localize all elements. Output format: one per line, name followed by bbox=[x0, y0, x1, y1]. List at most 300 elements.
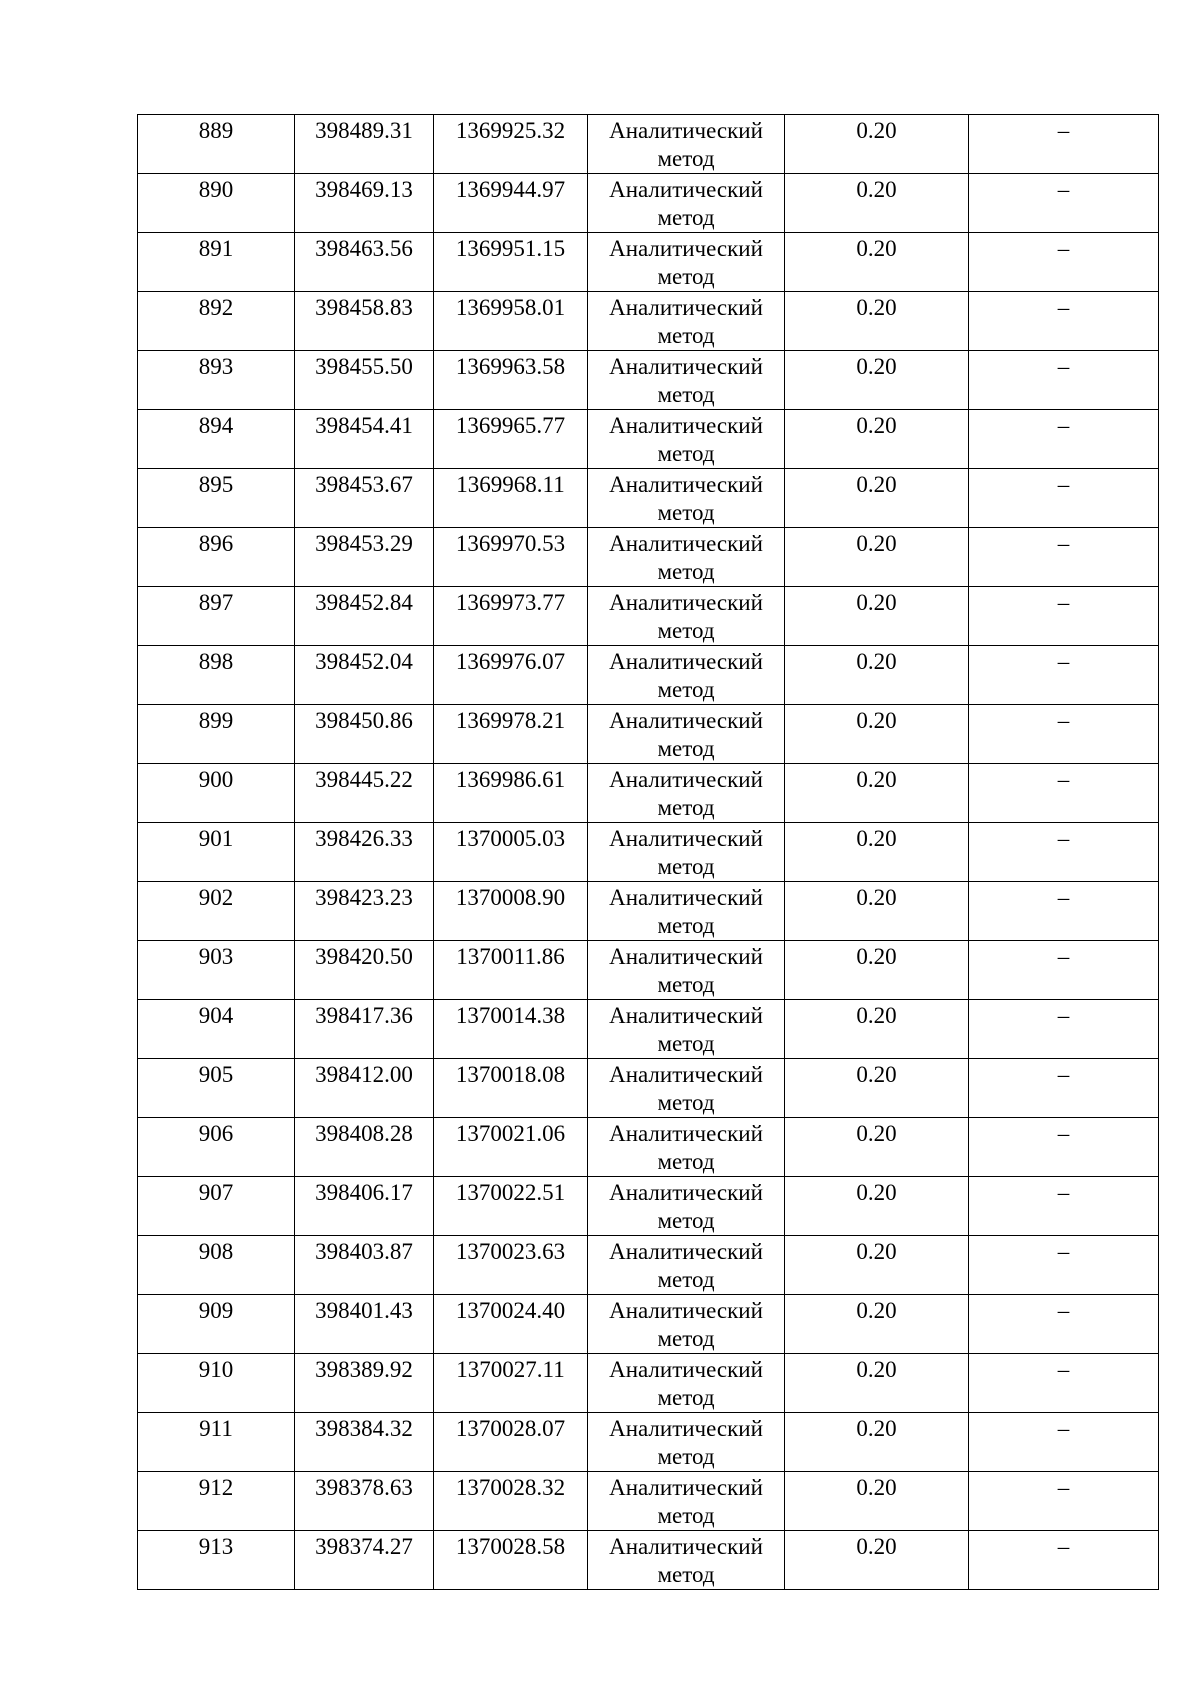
method-cell bbox=[588, 1354, 785, 1413]
method-cell bbox=[588, 764, 785, 823]
point-number-cell-text: 908 bbox=[198, 1239, 234, 1264]
x-coordinate-cell bbox=[295, 351, 434, 410]
method-cell-text: Аналитический метод bbox=[609, 1357, 763, 1410]
y-coordinate-cell bbox=[434, 705, 588, 764]
note-cell-text: – bbox=[1057, 590, 1070, 615]
table-row bbox=[138, 1472, 1159, 1531]
accuracy-cell bbox=[785, 1000, 969, 1059]
point-number-cell-text: 892 bbox=[198, 295, 234, 320]
accuracy-cell-text: 0.20 bbox=[856, 177, 897, 202]
accuracy-cell-text: 0.20 bbox=[856, 236, 897, 261]
method-cell-text: Аналитический метод bbox=[609, 944, 763, 997]
accuracy-cell-text: 0.20 bbox=[856, 1180, 897, 1205]
x-coordinate-cell-text: 398445.22 bbox=[315, 767, 413, 792]
point-number-cell-text: 890 bbox=[198, 177, 234, 202]
method-cell bbox=[588, 1413, 785, 1472]
note-cell bbox=[969, 941, 1159, 1000]
x-coordinate-cell bbox=[295, 646, 434, 705]
accuracy-cell bbox=[785, 1059, 969, 1118]
note-cell-text: – bbox=[1057, 1239, 1070, 1264]
method-cell bbox=[588, 528, 785, 587]
accuracy-cell-text: 0.20 bbox=[856, 1298, 897, 1323]
point-number-cell bbox=[138, 351, 295, 410]
note-cell-text: – bbox=[1057, 1062, 1070, 1087]
method-cell bbox=[588, 705, 785, 764]
point-number-cell bbox=[138, 1472, 295, 1531]
point-number-cell bbox=[138, 823, 295, 882]
y-coordinate-cell bbox=[434, 1177, 588, 1236]
accuracy-cell bbox=[785, 1177, 969, 1236]
accuracy-cell bbox=[785, 528, 969, 587]
accuracy-cell-text: 0.20 bbox=[856, 118, 897, 143]
accuracy-cell bbox=[785, 1354, 969, 1413]
table-row bbox=[138, 351, 1159, 410]
accuracy-cell bbox=[785, 941, 969, 1000]
point-number-cell bbox=[138, 1295, 295, 1354]
point-number-cell-text: 907 bbox=[198, 1180, 234, 1205]
x-coordinate-cell bbox=[295, 469, 434, 528]
method-cell bbox=[588, 233, 785, 292]
point-number-cell-text: 889 bbox=[198, 118, 234, 143]
accuracy-cell bbox=[785, 1472, 969, 1531]
note-cell-text: – bbox=[1057, 236, 1070, 261]
point-number-cell-text: 893 bbox=[198, 354, 234, 379]
x-coordinate-cell-text: 398458.83 bbox=[315, 295, 413, 320]
point-number-cell-text: 902 bbox=[198, 885, 234, 910]
x-coordinate-cell bbox=[295, 410, 434, 469]
accuracy-cell bbox=[785, 882, 969, 941]
method-cell bbox=[588, 469, 785, 528]
y-coordinate-cell-text: 1369944.97 bbox=[455, 177, 566, 202]
accuracy-cell bbox=[785, 292, 969, 351]
method-cell bbox=[588, 351, 785, 410]
accuracy-cell-text: 0.20 bbox=[856, 1003, 897, 1028]
x-coordinate-cell-text: 398453.67 bbox=[315, 472, 413, 497]
point-number-cell bbox=[138, 1236, 295, 1295]
point-number-cell bbox=[138, 233, 295, 292]
table-row bbox=[138, 882, 1159, 941]
y-coordinate-cell-text: 1370008.90 bbox=[455, 885, 566, 910]
x-coordinate-cell bbox=[295, 292, 434, 351]
note-cell-text: – bbox=[1057, 295, 1070, 320]
point-number-cell bbox=[138, 469, 295, 528]
point-number-cell-text: 904 bbox=[198, 1003, 234, 1028]
method-cell bbox=[588, 174, 785, 233]
method-cell-text: Аналитический метод bbox=[609, 708, 763, 761]
method-cell-text: Аналитический метод bbox=[609, 295, 763, 348]
note-cell-text: – bbox=[1057, 472, 1070, 497]
x-coordinate-cell-text: 398406.17 bbox=[315, 1180, 413, 1205]
method-cell-text: Аналитический метод bbox=[609, 472, 763, 525]
y-coordinate-cell bbox=[434, 1118, 588, 1177]
method-cell-text: Аналитический метод bbox=[609, 1239, 763, 1292]
note-cell bbox=[969, 1354, 1159, 1413]
accuracy-cell bbox=[785, 823, 969, 882]
note-cell bbox=[969, 174, 1159, 233]
x-coordinate-cell bbox=[295, 1295, 434, 1354]
x-coordinate-cell-text: 398389.92 bbox=[315, 1357, 413, 1382]
x-coordinate-cell-text: 398426.33 bbox=[315, 826, 413, 851]
point-number-cell bbox=[138, 705, 295, 764]
x-coordinate-cell bbox=[295, 174, 434, 233]
accuracy-cell bbox=[785, 469, 969, 528]
note-cell-text: – bbox=[1057, 1475, 1070, 1500]
point-number-cell bbox=[138, 115, 295, 174]
x-coordinate-cell-text: 398408.28 bbox=[315, 1121, 413, 1146]
y-coordinate-cell-text: 1370023.63 bbox=[455, 1239, 566, 1264]
point-number-cell-text: 905 bbox=[198, 1062, 234, 1087]
method-cell-text: Аналитический метод bbox=[609, 1180, 763, 1233]
method-cell-text: Аналитический метод bbox=[609, 413, 763, 466]
x-coordinate-cell bbox=[295, 1236, 434, 1295]
note-cell-text: – bbox=[1057, 1003, 1070, 1028]
point-number-cell bbox=[138, 1531, 295, 1590]
note-cell bbox=[969, 1059, 1159, 1118]
note-cell-text: – bbox=[1057, 649, 1070, 674]
point-number-cell-text: 898 bbox=[198, 649, 234, 674]
note-cell bbox=[969, 1295, 1159, 1354]
method-cell-text: Аналитический метод bbox=[609, 354, 763, 407]
x-coordinate-cell bbox=[295, 705, 434, 764]
point-number-cell bbox=[138, 1000, 295, 1059]
accuracy-cell bbox=[785, 587, 969, 646]
y-coordinate-cell-text: 1370028.32 bbox=[455, 1475, 566, 1500]
point-number-cell bbox=[138, 292, 295, 351]
note-cell-text: – bbox=[1057, 413, 1070, 438]
y-coordinate-cell-text: 1369968.11 bbox=[456, 472, 565, 497]
note-cell bbox=[969, 233, 1159, 292]
note-cell bbox=[969, 1236, 1159, 1295]
point-number-cell-text: 909 bbox=[198, 1298, 234, 1323]
y-coordinate-cell bbox=[434, 1354, 588, 1413]
point-number-cell bbox=[138, 1118, 295, 1177]
x-coordinate-cell-text: 398401.43 bbox=[315, 1298, 413, 1323]
point-number-cell-text: 900 bbox=[198, 767, 234, 792]
y-coordinate-cell-text: 1369951.15 bbox=[455, 236, 566, 261]
note-cell bbox=[969, 1118, 1159, 1177]
note-cell bbox=[969, 528, 1159, 587]
point-number-cell-text: 912 bbox=[198, 1475, 234, 1500]
accuracy-cell bbox=[785, 705, 969, 764]
method-cell-text: Аналитический метод bbox=[609, 236, 763, 289]
y-coordinate-cell bbox=[434, 351, 588, 410]
x-coordinate-cell bbox=[295, 233, 434, 292]
accuracy-cell bbox=[785, 1118, 969, 1177]
y-coordinate-cell-text: 1370024.40 bbox=[455, 1298, 566, 1323]
method-cell-text: Аналитический метод bbox=[609, 826, 763, 879]
y-coordinate-cell-text: 1370028.07 bbox=[455, 1416, 566, 1441]
point-number-cell-text: 913 bbox=[198, 1534, 234, 1559]
method-cell-text: Аналитический метод bbox=[609, 590, 763, 643]
accuracy-cell-text: 0.20 bbox=[856, 413, 897, 438]
y-coordinate-cell-text: 1369976.07 bbox=[455, 649, 566, 674]
note-cell-text: – bbox=[1057, 1121, 1070, 1146]
x-coordinate-cell-text: 398469.13 bbox=[315, 177, 413, 202]
method-cell bbox=[588, 941, 785, 1000]
y-coordinate-cell bbox=[434, 292, 588, 351]
point-number-cell bbox=[138, 941, 295, 1000]
accuracy-cell-text: 0.20 bbox=[856, 531, 897, 556]
table-row bbox=[138, 1531, 1159, 1590]
point-number-cell bbox=[138, 528, 295, 587]
method-cell bbox=[588, 1059, 785, 1118]
point-number-cell bbox=[138, 646, 295, 705]
point-number-cell-text: 895 bbox=[198, 472, 234, 497]
y-coordinate-cell bbox=[434, 1531, 588, 1590]
y-coordinate-cell bbox=[434, 1472, 588, 1531]
method-cell bbox=[588, 292, 785, 351]
method-cell bbox=[588, 587, 785, 646]
point-number-cell bbox=[138, 882, 295, 941]
method-cell-text: Аналитический метод bbox=[609, 177, 763, 230]
y-coordinate-cell-text: 1370018.08 bbox=[455, 1062, 566, 1087]
y-coordinate-cell-text: 1370027.11 bbox=[456, 1357, 565, 1382]
x-coordinate-cell bbox=[295, 1177, 434, 1236]
accuracy-cell-text: 0.20 bbox=[856, 1239, 897, 1264]
method-cell bbox=[588, 646, 785, 705]
x-coordinate-cell-text: 398454.41 bbox=[315, 413, 413, 438]
x-coordinate-cell bbox=[295, 1413, 434, 1472]
note-cell bbox=[969, 1531, 1159, 1590]
y-coordinate-cell-text: 1370028.58 bbox=[455, 1534, 566, 1559]
y-coordinate-cell-text: 1370022.51 bbox=[455, 1180, 566, 1205]
accuracy-cell bbox=[785, 1413, 969, 1472]
x-coordinate-cell-text: 398403.87 bbox=[315, 1239, 413, 1264]
table-row bbox=[138, 1177, 1159, 1236]
x-coordinate-cell bbox=[295, 764, 434, 823]
note-cell-text: – bbox=[1057, 885, 1070, 910]
method-cell bbox=[588, 1177, 785, 1236]
method-cell-text: Аналитический метод bbox=[609, 1121, 763, 1174]
y-coordinate-cell bbox=[434, 1059, 588, 1118]
point-number-cell bbox=[138, 410, 295, 469]
x-coordinate-cell-text: 398489.31 bbox=[315, 118, 413, 143]
note-cell bbox=[969, 1472, 1159, 1531]
method-cell-text: Аналитический метод bbox=[609, 1475, 763, 1528]
accuracy-cell bbox=[785, 764, 969, 823]
y-coordinate-cell bbox=[434, 410, 588, 469]
x-coordinate-cell bbox=[295, 115, 434, 174]
note-cell-text: – bbox=[1057, 767, 1070, 792]
y-coordinate-cell bbox=[434, 882, 588, 941]
accuracy-cell bbox=[785, 115, 969, 174]
y-coordinate-cell-text: 1369925.32 bbox=[455, 118, 566, 143]
table-row bbox=[138, 941, 1159, 1000]
method-cell-text: Аналитический метод bbox=[609, 118, 763, 171]
y-coordinate-cell bbox=[434, 646, 588, 705]
accuracy-cell-text: 0.20 bbox=[856, 767, 897, 792]
x-coordinate-cell-text: 398412.00 bbox=[315, 1062, 413, 1087]
y-coordinate-cell bbox=[434, 174, 588, 233]
table-row bbox=[138, 1413, 1159, 1472]
accuracy-cell-text: 0.20 bbox=[856, 590, 897, 615]
point-number-cell bbox=[138, 587, 295, 646]
note-cell-text: – bbox=[1057, 708, 1070, 733]
x-coordinate-cell-text: 398374.27 bbox=[315, 1534, 413, 1559]
coordinates-table-body bbox=[138, 115, 1159, 1590]
note-cell-text: – bbox=[1057, 531, 1070, 556]
method-cell-text: Аналитический метод bbox=[609, 1416, 763, 1469]
table-row bbox=[138, 1236, 1159, 1295]
method-cell-text: Аналитический метод bbox=[609, 1062, 763, 1115]
note-cell bbox=[969, 882, 1159, 941]
point-number-cell-text: 896 bbox=[198, 531, 234, 556]
x-coordinate-cell-text: 398463.56 bbox=[315, 236, 413, 261]
point-number-cell-text: 911 bbox=[199, 1416, 233, 1441]
accuracy-cell-text: 0.20 bbox=[856, 1062, 897, 1087]
accuracy-cell-text: 0.20 bbox=[856, 1534, 897, 1559]
y-coordinate-cell-text: 1370011.86 bbox=[456, 944, 565, 969]
table-row bbox=[138, 705, 1159, 764]
method-cell bbox=[588, 882, 785, 941]
note-cell bbox=[969, 823, 1159, 882]
accuracy-cell-text: 0.20 bbox=[856, 472, 897, 497]
accuracy-cell-text: 0.20 bbox=[856, 295, 897, 320]
table-row bbox=[138, 528, 1159, 587]
accuracy-cell bbox=[785, 1236, 969, 1295]
y-coordinate-cell bbox=[434, 233, 588, 292]
table-row bbox=[138, 1118, 1159, 1177]
x-coordinate-cell-text: 398450.86 bbox=[315, 708, 413, 733]
note-cell-text: – bbox=[1057, 1416, 1070, 1441]
note-cell bbox=[969, 351, 1159, 410]
y-coordinate-cell-text: 1370021.06 bbox=[455, 1121, 566, 1146]
accuracy-cell-text: 0.20 bbox=[856, 708, 897, 733]
point-number-cell-text: 891 bbox=[198, 236, 234, 261]
y-coordinate-cell bbox=[434, 1295, 588, 1354]
accuracy-cell bbox=[785, 1295, 969, 1354]
accuracy-cell bbox=[785, 233, 969, 292]
note-cell-text: – bbox=[1057, 1534, 1070, 1559]
method-cell-text: Аналитический метод bbox=[609, 531, 763, 584]
accuracy-cell-text: 0.20 bbox=[856, 354, 897, 379]
table-row bbox=[138, 823, 1159, 882]
method-cell bbox=[588, 1118, 785, 1177]
note-cell bbox=[969, 115, 1159, 174]
accuracy-cell bbox=[785, 1531, 969, 1590]
method-cell bbox=[588, 1295, 785, 1354]
note-cell bbox=[969, 1000, 1159, 1059]
table-row bbox=[138, 646, 1159, 705]
method-cell bbox=[588, 410, 785, 469]
note-cell-text: – bbox=[1057, 1298, 1070, 1323]
table-row bbox=[138, 764, 1159, 823]
table-row bbox=[138, 115, 1159, 174]
accuracy-cell-text: 0.20 bbox=[856, 1475, 897, 1500]
y-coordinate-cell-text: 1370014.38 bbox=[455, 1003, 566, 1028]
table-row bbox=[138, 587, 1159, 646]
accuracy-cell bbox=[785, 646, 969, 705]
y-coordinate-cell-text: 1369970.53 bbox=[455, 531, 566, 556]
y-coordinate-cell bbox=[434, 528, 588, 587]
method-cell bbox=[588, 115, 785, 174]
accuracy-cell-text: 0.20 bbox=[856, 826, 897, 851]
note-cell bbox=[969, 1413, 1159, 1472]
note-cell bbox=[969, 705, 1159, 764]
y-coordinate-cell bbox=[434, 1413, 588, 1472]
point-number-cell-text: 894 bbox=[198, 413, 234, 438]
note-cell bbox=[969, 764, 1159, 823]
accuracy-cell-text: 0.20 bbox=[856, 944, 897, 969]
accuracy-cell-text: 0.20 bbox=[856, 885, 897, 910]
x-coordinate-cell bbox=[295, 1118, 434, 1177]
x-coordinate-cell-text: 398453.29 bbox=[315, 531, 413, 556]
note-cell-text: – bbox=[1057, 354, 1070, 379]
table-row bbox=[138, 292, 1159, 351]
y-coordinate-cell-text: 1369965.77 bbox=[455, 413, 566, 438]
table-row bbox=[138, 1000, 1159, 1059]
x-coordinate-cell bbox=[295, 1531, 434, 1590]
point-number-cell-text: 903 bbox=[198, 944, 234, 969]
note-cell-text: – bbox=[1057, 1357, 1070, 1382]
accuracy-cell-text: 0.20 bbox=[856, 1416, 897, 1441]
y-coordinate-cell bbox=[434, 115, 588, 174]
y-coordinate-cell bbox=[434, 587, 588, 646]
y-coordinate-cell bbox=[434, 823, 588, 882]
accuracy-cell-text: 0.20 bbox=[856, 1357, 897, 1382]
method-cell bbox=[588, 1000, 785, 1059]
method-cell bbox=[588, 1472, 785, 1531]
x-coordinate-cell-text: 398455.50 bbox=[315, 354, 413, 379]
table-row bbox=[138, 1059, 1159, 1118]
note-cell-text: – bbox=[1057, 944, 1070, 969]
y-coordinate-cell-text: 1369963.58 bbox=[455, 354, 566, 379]
point-number-cell bbox=[138, 764, 295, 823]
y-coordinate-cell-text: 1369986.61 bbox=[455, 767, 566, 792]
point-number-cell-text: 897 bbox=[198, 590, 234, 615]
x-coordinate-cell bbox=[295, 882, 434, 941]
method-cell-text: Аналитический метод bbox=[609, 1534, 763, 1587]
note-cell bbox=[969, 292, 1159, 351]
note-cell-text: – bbox=[1057, 177, 1070, 202]
x-coordinate-cell bbox=[295, 823, 434, 882]
note-cell bbox=[969, 410, 1159, 469]
note-cell-text: – bbox=[1057, 826, 1070, 851]
method-cell bbox=[588, 1531, 785, 1590]
table-row bbox=[138, 233, 1159, 292]
y-coordinate-cell-text: 1370005.03 bbox=[455, 826, 566, 851]
point-number-cell-text: 906 bbox=[198, 1121, 234, 1146]
accuracy-cell bbox=[785, 174, 969, 233]
x-coordinate-cell bbox=[295, 1059, 434, 1118]
method-cell-text: Аналитический метод bbox=[609, 885, 763, 938]
note-cell bbox=[969, 469, 1159, 528]
y-coordinate-cell-text: 1369958.01 bbox=[455, 295, 566, 320]
note-cell bbox=[969, 587, 1159, 646]
accuracy-cell-text: 0.20 bbox=[856, 649, 897, 674]
note-cell bbox=[969, 646, 1159, 705]
point-number-cell bbox=[138, 1354, 295, 1413]
accuracy-cell bbox=[785, 410, 969, 469]
method-cell bbox=[588, 823, 785, 882]
x-coordinate-cell-text: 398452.04 bbox=[315, 649, 413, 674]
y-coordinate-cell bbox=[434, 1236, 588, 1295]
point-number-cell-text: 901 bbox=[198, 826, 234, 851]
note-cell bbox=[969, 1177, 1159, 1236]
y-coordinate-cell-text: 1369973.77 bbox=[455, 590, 566, 615]
method-cell-text: Аналитический метод bbox=[609, 1003, 763, 1056]
y-coordinate-cell bbox=[434, 469, 588, 528]
table-row bbox=[138, 1295, 1159, 1354]
coordinates-table bbox=[137, 114, 1159, 1590]
x-coordinate-cell-text: 398423.23 bbox=[315, 885, 413, 910]
x-coordinate-cell bbox=[295, 941, 434, 1000]
point-number-cell bbox=[138, 1059, 295, 1118]
table-row bbox=[138, 174, 1159, 233]
x-coordinate-cell bbox=[295, 528, 434, 587]
accuracy-cell bbox=[785, 351, 969, 410]
accuracy-cell-text: 0.20 bbox=[856, 1121, 897, 1146]
